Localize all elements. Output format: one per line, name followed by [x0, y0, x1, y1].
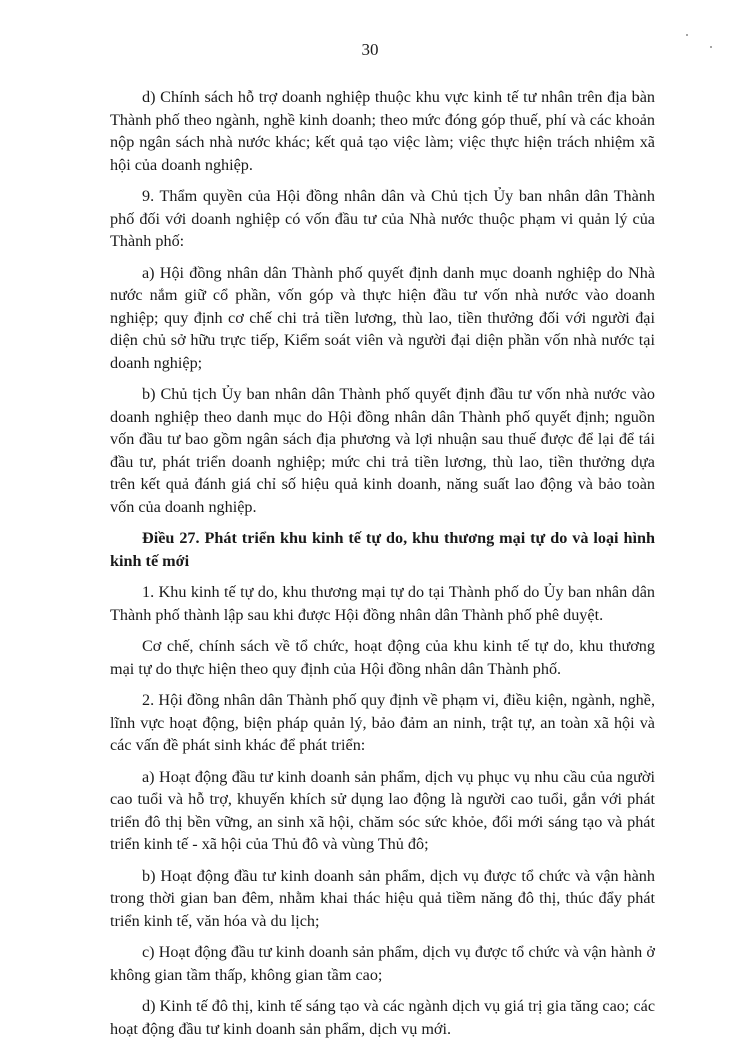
paragraph-27-1-mechanism: Cơ chế, chính sách về tổ chức, hoạt động của khu kinh tế tự do, khu thương mại tự do thực hiện theo quy định của Hội đồng nhân dân Thành phố.: [110, 637, 655, 678]
paragraph-9-authority: 9. Thẩm quyền của Hội đồng nhân dân và Chủ tịch Ủy ban nhân dân Thành phố đối với doanh nghiệp có vốn đầu tư của Nhà nước thuộc phạm vi quản lý của Thành phố:: [110, 187, 655, 250]
paragraph-27-2: 2. Hội đồng nhân dân Thành phố quy định về phạm vi, điều kiện, ngành, nghề, lĩnh vực hoạt động, biện pháp quản lý, bảo đảm an ninh, trật tự, an toàn xã hội và các vấn đề phát sinh khác để phát triển:: [110, 691, 655, 754]
paragraph-d-private-sector-support: d) Chính sách hỗ trợ doanh nghiệp thuộc khu vực kinh tế tư nhân trên địa bàn Thành phố theo ngành, nghề kinh doanh; theo mức đóng góp thuế, phí và các khoản nộp ngân sách nhà nước khác; kết quả tạo việc làm; việc thực hiện trách nhiệm xã hội của doanh nghiệp.: [110, 88, 655, 174]
scan-speck: [686, 34, 688, 36]
paragraph-9a: a) Hội đồng nhân dân Thành phố quyết định danh mục doanh nghiệp do Nhà nước nắm giữ cổ phần, vốn góp và thực hiện đầu tư vốn nhà nước vào doanh nghiệp; quy định cơ chế chi trả tiền lương, thù lao, tiền thưởng đối với người đại diện chủ sở hữu trực tiếp, Kiểm soát viên và người đại diện phần vốn nhà nước tại doanh nghiệp;: [110, 263, 655, 372]
document-body: [110, 86, 655, 1049]
article-27-heading: Điều 27. Phát triển khu kinh tế tự do, khu thương mại tự do và loại hình kinh tế mới: [110, 529, 655, 570]
scan-speck: [710, 46, 712, 48]
paragraph-9b: b) Chủ tịch Ủy ban nhân dân Thành phố quyết định đầu tư vốn nhà nước vào doanh nghiệp theo danh mục do Hội đồng nhân dân Thành phố quyết định; nguồn vốn đầu tư bao gồm ngân sách địa phương và lợi nhuận sau thuế được để lại để tái đầu tư, phát triển doanh nghiệp; mức chi trả tiền lương, thù lao, tiền thưởng dựa trên kết quả đánh giá chỉ số hiệu quả kinh doanh, năng suất lao động và bảo toàn vốn của doanh nghiệp.: [110, 385, 655, 516]
paragraph-27-2c: c) Hoạt động đầu tư kinh doanh sản phẩm, dịch vụ được tổ chức và vận hành ở không gian tầm thấp, không gian tầm cao;: [110, 943, 655, 984]
paragraph-27-2d: d) Kinh tế đô thị, kinh tế sáng tạo và các ngành dịch vụ giá trị gia tăng cao; các hoạt động đầu tư kinh doanh sản phẩm, dịch vụ mới.: [110, 997, 655, 1038]
paragraph-27-2b: b) Hoạt động đầu tư kinh doanh sản phẩm, dịch vụ được tổ chức và vận hành trong thời gian ban đêm, nhằm khai thác hiệu quả tiềm năng đô thị, thúc đẩy phát triển kinh tế, văn hóa và du lịch;: [110, 866, 655, 930]
paragraph-27-1: 1. Khu kinh tế tự do, khu thương mại tự do tại Thành phố do Ủy ban nhân dân Thành phố thành lập sau khi được Hội đồng nhân dân Thành phố phê duyệt.: [110, 583, 655, 624]
paragraph-27-2a: a) Hoạt động đầu tư kinh doanh sản phẩm, dịch vụ phục vụ nhu cầu của người cao tuổi và hỗ trợ, khuyến khích sử dụng lao động là người cao tuổi, gắn với phát triển đô thị bền vững, an sinh xã hội, chăm sóc sức khỏe, đổi mới sáng tạo và phát triển kinh tế - xã hội của Thủ đô và vùng Thủ đô;: [110, 767, 655, 853]
page-number: 30: [361, 40, 379, 59]
